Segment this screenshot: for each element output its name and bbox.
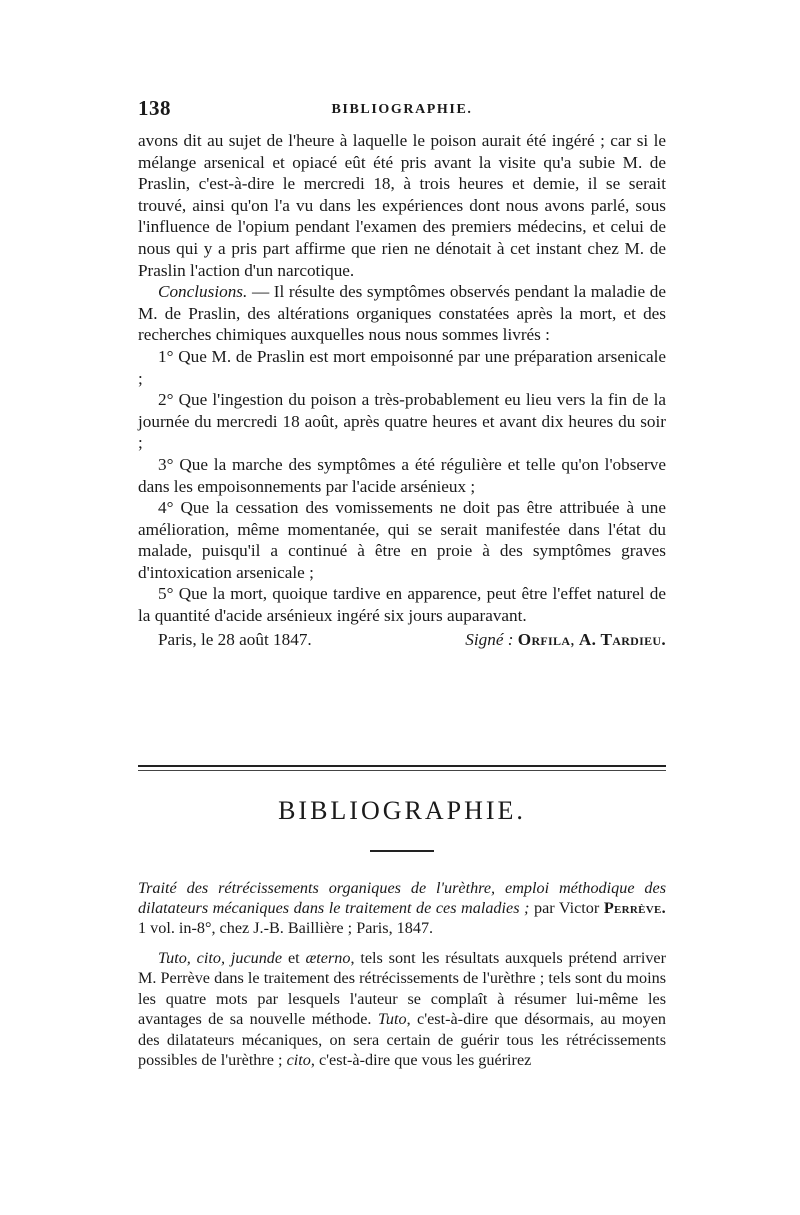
signatories: Signé : Orfila, A. Tardieu. (465, 629, 666, 649)
book-author-last: Perrève. (603, 899, 667, 917)
running-title: BIBLIOGRAPHIE. (331, 102, 473, 117)
review-motto: Tuto, cito, jucunde (158, 949, 283, 967)
review-aeterno: æterno (305, 949, 351, 967)
review-tuto: Tuto (377, 1010, 407, 1029)
review-text-2: , c'est-à-dire que désormais, au moyen des dilatateurs mécaniques, on sera certain de guérir tous les rétrécissements possibles de l'urèthre ; (138, 1010, 666, 1070)
section-divider-rule (138, 765, 666, 767)
book-author-first: Victor (558, 899, 600, 917)
continuation-paragraph: avons dit au sujet de l'heure à laquelle le poison aurait été ingéré ; car si le mélange arsenical et opiacé eût été pris avant la visite qu'a subie M. de Praslin, c'est-à-dire le mercredi 18, à trois heures et demie, il se serait trouvé, ainsi qu'on l'a vu dans les expériences dont nous avons parlé, sous l'influence de l'opium pendant l'examen des premiers médecins, et celui de nous qui y a pris part affirme que rien ne dénotait à cet instant chez M. de Praslin l'action d'un narcotique. (138, 131, 666, 280)
book-par: par (529, 899, 559, 917)
conclusion-point-4: 4° Que la cessation des vomissements ne doit pas être attribuée à une amélioration, même momentanée, qui se serait manifestée dans l'état du malade, puisqu'il a continué à être en proie à des symptômes graves d'intoxication arsenicale ; (138, 498, 666, 582)
signatory-orfila: Orfila (517, 629, 571, 649)
book-title: Traité des rétrécissements organiques de l'urèthre, emploi méthodique des dilatateurs mécaniques dans le traitement de ces maladies ; (138, 879, 666, 917)
conclusions-paragraph (138, 281, 666, 346)
conclusion-point-5: 5° Que la mort, quoique tardive en apparence, peut être l'effet naturel de la quantité d'acide arsénieux ingéré six jours auparavant. (138, 584, 666, 626)
review-text-1: , tels sont les résultats auxquels prétend arriver M. Perrève dans le traitement des rétrécissements de l'urèthre ; tels sont du moins les quatre mots par lesquels l'auteur se complaît à résumer lui-même les avantages de sa nouvelle méthode. (138, 949, 666, 1029)
review-text-3: , c'est-à-dire que vous les guérirez (310, 1051, 532, 1070)
report-text (138, 130, 666, 651)
signatory-tardieu: A. Tardieu. (578, 629, 666, 649)
book-reference-paragraph (138, 878, 666, 938)
review-text (138, 948, 666, 1070)
conclusion-point-2: 2° Que l'ingestion du poison a très-probablement eu lieu vers la fin de la journée du mercredi 18 août, après quatre heures et avant dix heures du soir ; (138, 390, 666, 453)
place-date: Paris, le 28 août 1847. (158, 629, 312, 649)
conclusions-label: Conclusions. (158, 282, 248, 302)
review-cito: cito (286, 1051, 311, 1070)
title-ornament-rule (370, 850, 434, 852)
conclusion-point-1: 1° Que M. de Praslin est mort empoisonné par une préparation arsenicale ; (138, 346, 666, 388)
signed-label: Signé : (465, 629, 514, 649)
conclusion-point-3: 3° Que la marche des symptômes a été régulière et telle qu'on l'observe dans les empoisonnements par l'acide arsénieux ; (138, 454, 666, 496)
book-reference (138, 878, 666, 938)
page-number: 138 (138, 96, 171, 120)
book-details: 1 vol. in-8°, chez J.-B. Baillière ; Paris, 1847. (138, 919, 434, 937)
running-head (138, 96, 666, 124)
section-title: BIBLIOGRAPHIE. (278, 796, 526, 825)
conclusions-text: — Il résulte des symptômes observés pendant la maladie de M. de Praslin, des altérations organiques constatées après la mort, et des recherches chimiques auxquelles nous nous sommes livrés : (138, 282, 666, 345)
review-paragraph (138, 948, 666, 1070)
section-divider-rule-thin (138, 770, 666, 771)
signature-line (138, 629, 666, 651)
review-et: et (282, 949, 306, 967)
